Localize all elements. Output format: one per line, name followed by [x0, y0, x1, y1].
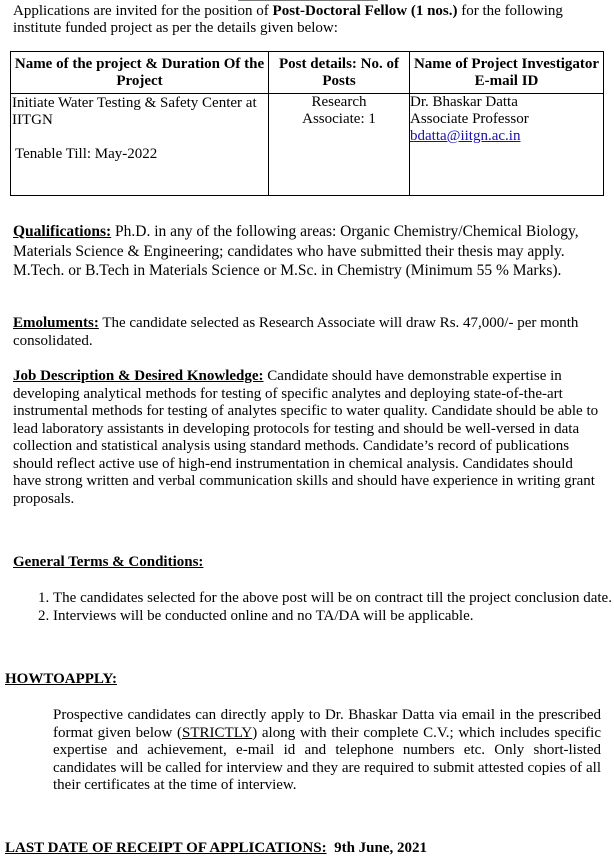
emoluments-text: The candidate selected as Research Associate will draw Rs. 47,000/- per month consolidated. — [13, 315, 579, 349]
job-description-section — [13, 368, 603, 508]
job-label: Job Description & Desired Knowledge: — [13, 368, 264, 384]
header-investigator: Name of Project Investigator E-mail ID — [410, 52, 604, 94]
last-date-label: LAST DATE OF RECEIPT OF APPLICATIONS: — [5, 840, 327, 856]
last-date-line — [5, 840, 427, 858]
intro-pre: Applications are invited for the position of — [13, 3, 273, 19]
last-date-value: 9th June, 2021 — [334, 840, 428, 856]
pi-title: Associate Professor — [410, 111, 529, 127]
strictly-word: STRICTLY — [182, 724, 253, 741]
pi-name: Dr. Bhaskar Datta — [410, 94, 518, 110]
tenable-till: Tenable Till: May-2022 — [15, 146, 158, 162]
general-terms-heading: General Terms & Conditions: — [13, 554, 204, 570]
how-text-post: ) along with their complete C.V.; which includes specific expertise and achievement, e-mail id and telephone numbers etc. Only short-listed candidates will be called for interview and they are required to submit attested copies of all their certificates at the time of interview. — [53, 724, 602, 793]
header-post: Post details: No. of Posts — [269, 52, 410, 94]
intro-paragraph — [13, 3, 573, 37]
how-text-pre: Prospective candidates can directly apply to Dr. Bhaskar Datta via email in the prescribed format given below ( — [53, 707, 601, 741]
table-row — [11, 94, 604, 196]
list-item: 2. Interviews will be conducted online and no TA/DA will be applicable. — [53, 608, 614, 626]
post-line-1: Research — [311, 94, 367, 110]
post-cell — [269, 94, 410, 196]
project-name: Initiate Water Testing & Safety Center at IITGN — [12, 95, 257, 128]
table-header-row — [11, 52, 604, 94]
pi-email-link[interactable]: bdatta@iitgn.ac.in — [410, 128, 521, 144]
project-table — [10, 51, 604, 196]
qualifications-label: Qualifications: — [13, 223, 112, 240]
emoluments-label: Emoluments: — [13, 315, 99, 331]
investigator-cell — [410, 94, 604, 196]
emoluments-section — [13, 315, 603, 350]
project-cell — [11, 94, 269, 196]
job-text: Candidate should have demonstrable expertise in developing analytical methods for testing of specific analytes and deploying state-of-the-art instrumental methods for testing of analytes specific to water quality. Candidate should be able to lead laboratory assistants in developing protocols for testing and should be well-versed in data collection and statistical analysis using standard methods. Candidate’s record of publications should reflect active use of high-end instrumentation in chemical analysis. Candidates should have strong written and verbal communication skills and should have experience in writing grant proposals. — [13, 368, 599, 507]
how-to-apply-heading: HOWTOAPPLY: — [5, 671, 117, 687]
qualifications-text: Ph.D. in any of the following areas: Organic Chemistry/Chemical Biology, Materials Science & Engineering; candidates who have submitted their thesis may apply. M.Tech. or B.Tech in Materials Science or M.Sc. in Chemistry (Minimum 55 % Marks). — [13, 223, 579, 279]
how-to-apply-paragraph — [53, 707, 601, 795]
qualifications-section — [13, 222, 603, 281]
intro-position: Post-Doctoral Fellow (1 nos.) — [272, 3, 458, 19]
header-project: Name of the project & Duration Of the Project — [11, 52, 269, 94]
top-divider — [238, 0, 378, 1]
list-item: 1. The candidates selected for the above post will be on contract till the project conclusion date. — [53, 590, 614, 608]
intro-post: for the following institute funded project as per the details given below: — [13, 3, 563, 36]
post-line-2: Associate: 1 — [302, 111, 376, 127]
terms-list — [13, 590, 614, 625]
